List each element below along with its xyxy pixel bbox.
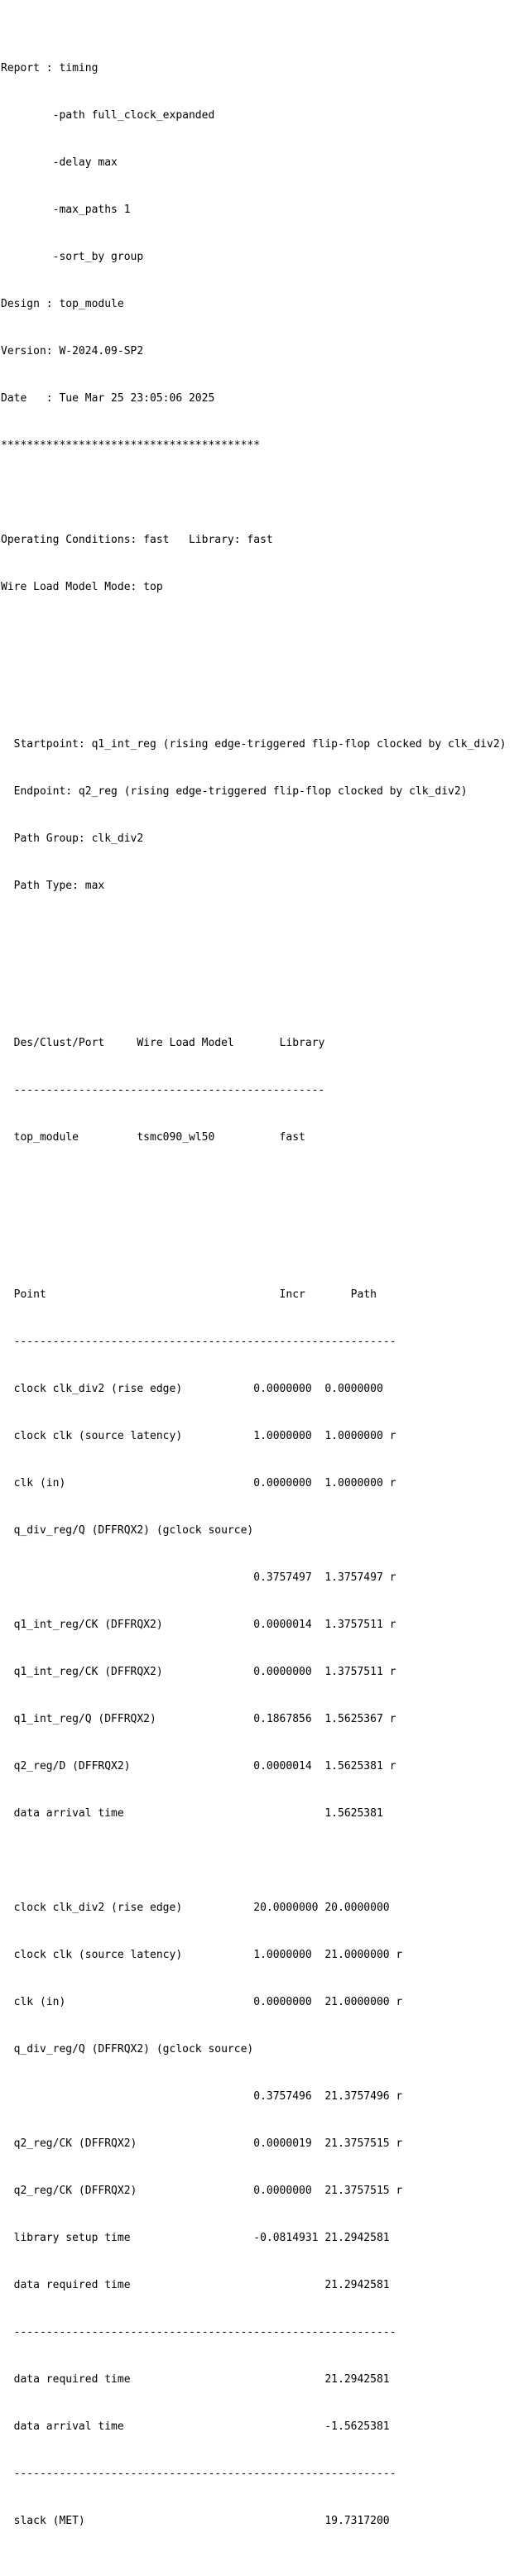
summary-arrival-time-row: data arrival time -1.5625381: [1, 2420, 390, 2433]
table-row: q2_reg/D (DFFRQX2) 0.0000014 1.5625381 r: [1, 1760, 396, 1772]
blank-line: [1, 485, 519, 501]
table-divider: -----------------------------------------------------------: [1, 1336, 396, 1348]
table-row: clock clk (source latency) 1.0000000 1.0000000 r: [1, 1430, 396, 1442]
operating-conditions-line: Operating Conditions: fast Library: fast: [1, 534, 273, 546]
table-row: q2_reg/CK (DFFRQX2) 0.0000000 21.3757515 r: [1, 2185, 403, 2197]
summary-required-time-row: data required time 21.2942581: [1, 2373, 390, 2386]
table-row: q_div_reg/Q (DFFRQX2) (gclock source): [1, 1524, 254, 1537]
path-type-line: Path Type: max: [1, 880, 105, 892]
report-option-sort-by: -sort_by group: [1, 251, 144, 263]
path-group-line: Path Group: clk_div2: [1, 832, 144, 845]
report-option-max-paths: -max_paths 1: [1, 204, 131, 216]
table-row: clock clk (source latency) 1.0000000 21.0000000 r: [1, 1949, 403, 1961]
table-row: 0.3757496 21.3757496 r: [1, 2090, 403, 2103]
report-option-path: -path full_clock_expanded: [1, 109, 215, 122]
table-row: clock clk_div2 (rise edge) 20.0000000 20.0000000: [1, 1902, 390, 1914]
table-divider: -----------------------------------------------------------: [1, 2326, 396, 2339]
blank-line: [1, 1177, 519, 1192]
timing-path-table: [1, 1255, 519, 2560]
timing-table-header: Point Incr Path: [1, 1288, 377, 1301]
table-row: q_div_reg/Q (DFFRQX2) (gclock source): [1, 2043, 254, 2056]
wire-load-table: [1, 1004, 519, 1224]
table-row: 0.3757497 1.3757497 r: [1, 1571, 396, 1584]
date-line: Date : Tue Mar 25 23:05:06 2025: [1, 392, 215, 405]
table-row: q1_int_reg/CK (DFFRQX2) 0.0000000 1.3757511 r: [1, 1666, 396, 1678]
design-line: Design : top_module: [1, 298, 124, 310]
separator-stars: ****************************************: [1, 439, 261, 452]
table-row: clk (in) 0.0000000 1.0000000 r: [1, 1477, 396, 1489]
table-row: q1_int_reg/CK (DFFRQX2) 0.0000014 1.3757511 r: [1, 1619, 396, 1631]
wire-load-table-header: Des/Clust/Port Wire Load Model Library: [1, 1037, 325, 1049]
report-command-line: Report : timing: [1, 62, 99, 74]
table-row: clk (in) 0.0000000 21.0000000 r: [1, 1996, 403, 2008]
table-divider: ------------------------------------------------: [1, 1084, 325, 1096]
data-arrival-time-row: data arrival time 1.5625381: [1, 1807, 383, 1820]
version-line: Version: W-2024.09-SP2: [1, 345, 144, 357]
blank-line: [1, 925, 519, 941]
slack-row: slack (MET) 19.7317200: [1, 2515, 390, 2527]
startpoint-line: Startpoint: q1_int_reg (rising edge-triggered flip-flop clocked by clk_div2): [1, 738, 507, 751]
library-setup-time-row: library setup time -0.0814931 21.2942581: [1, 2232, 390, 2244]
report-header: [1, 29, 519, 674]
path-info: [1, 705, 519, 972]
endpoint-line: Endpoint: q2_reg (rising edge-triggered flip-flop clocked by clk_div2): [1, 785, 468, 798]
table-divider: -----------------------------------------------------------: [1, 2468, 396, 2480]
data-required-time-row: data required time 21.2942581: [1, 2279, 390, 2291]
table-row: q2_reg/CK (DFFRQX2) 0.0000019 21.3757515 r: [1, 2137, 403, 2150]
blank-line: [1, 626, 519, 642]
table-row: clock clk_div2 (rise edge) 0.0000000 0.0000000: [1, 1383, 383, 1395]
blank-line: [1, 1853, 519, 1868]
report-option-delay: -delay max: [1, 156, 118, 169]
table-row: q1_int_reg/Q (DFFRQX2) 0.1867856 1.5625367 r: [1, 1713, 396, 1725]
table-row: top_module tsmc090_wl50 fast: [1, 1131, 305, 1144]
wire-load-mode-line: Wire Load Model Mode: top: [1, 581, 163, 593]
